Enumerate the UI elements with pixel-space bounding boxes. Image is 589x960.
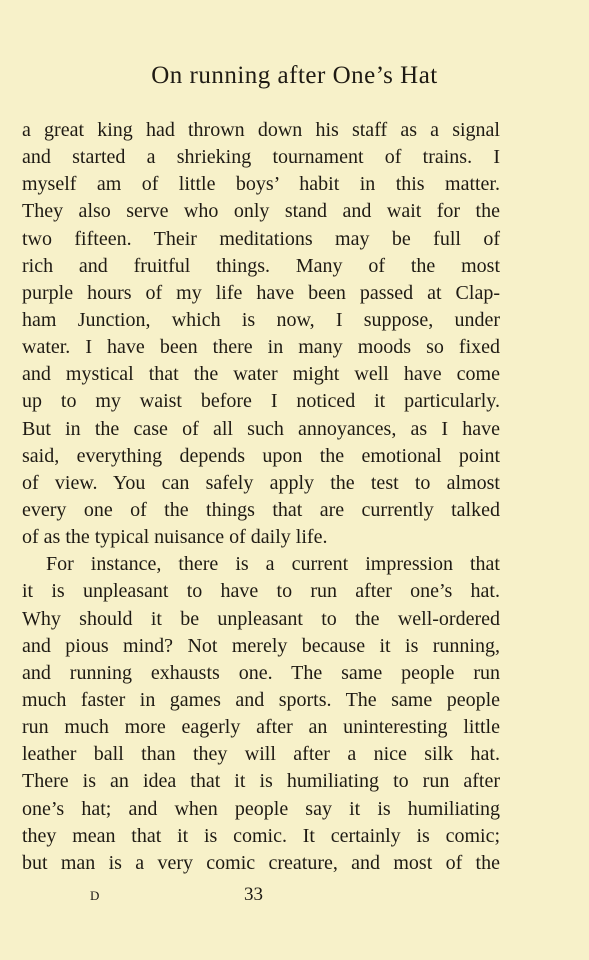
text-line: They also serve who only stand and wait for the bbox=[22, 200, 500, 223]
text-line: up to my waist before I noticed it particularly. bbox=[22, 390, 500, 413]
text-line: every one of the things that are currently talked bbox=[22, 498, 500, 521]
text-line: one’s hat; and when people say it is humiliating bbox=[22, 797, 500, 820]
text-line: of view. You can safely apply the test to almost bbox=[22, 471, 500, 494]
text-line: a great king had thrown down his staff as a signal bbox=[22, 119, 500, 141]
text-line: run much more eagerly after an uninteresting little bbox=[22, 716, 500, 739]
text-line: said, everything depends upon the emotional point bbox=[22, 444, 500, 467]
text-line: myself am of little boys’ habit in this matter. bbox=[22, 173, 500, 196]
text-line: rich and fruitful things. Many of the most bbox=[22, 254, 500, 277]
text-line: and running exhausts one. The same people run bbox=[22, 661, 500, 684]
text-line: of as the typical nuisance of daily life. bbox=[22, 526, 328, 549]
text-line: water. I have been there in many moods so fixed bbox=[22, 336, 500, 359]
running-head: On running after One’s Hat bbox=[151, 62, 438, 89]
text-line: purple hours of my life have been passed at Clap- bbox=[22, 281, 500, 304]
text-line: There is an idea that it is humiliating to run after bbox=[22, 770, 500, 793]
text-line: leather ball than they will after a nice silk hat. bbox=[22, 743, 500, 766]
text-line: ham Junction, which is now, I suppose, under bbox=[22, 308, 500, 331]
text-line: they mean that it is comic. It certainly is comic; bbox=[22, 824, 500, 847]
text-line: and pious mind? Not merely because it is running, bbox=[22, 634, 500, 657]
text-line: For instance, there is a current impression that bbox=[46, 553, 500, 576]
text-line: But in the case of all such annoyances, as I have bbox=[22, 417, 500, 440]
text-line: but man is a very comic creature, and most of the bbox=[22, 851, 500, 874]
text-line: two fifteen. Their meditations may be full of bbox=[22, 227, 500, 250]
text-line: and started a shrieking tournament of trains. I bbox=[22, 146, 500, 169]
text-line: Why should it be unpleasant to the well-ordered bbox=[22, 607, 500, 630]
text-line: and mystical that the water might well have come bbox=[22, 363, 500, 386]
text-line: it is unpleasant to have to run after one’s hat. bbox=[22, 580, 500, 603]
page-number: 33 bbox=[244, 884, 263, 905]
signature-mark: D bbox=[90, 888, 101, 903]
text-line: much faster in games and sports. The same people bbox=[22, 688, 500, 711]
body-text bbox=[22, 117, 500, 877]
